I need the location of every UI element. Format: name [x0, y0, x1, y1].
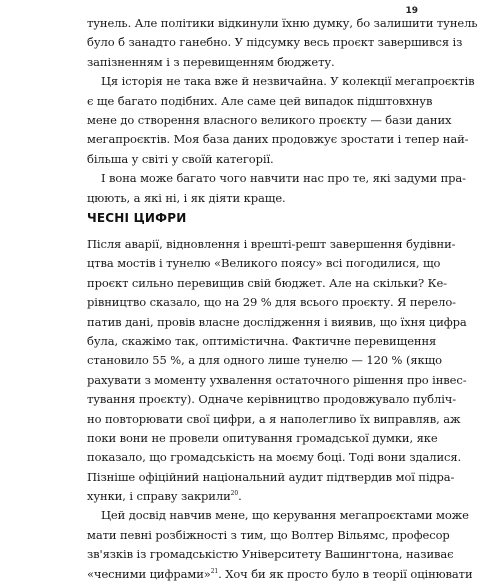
- text-line: тування проєкту). Одначе керівництво продовжувало публіч-: [87, 392, 457, 407]
- text-line: І вона може багато чого навчити нас про те, які задуми пра-: [101, 171, 466, 186]
- text-line: становило 55 %, а для одного лише тунелю — 120 % (якщо: [87, 353, 442, 368]
- text-line: рахувати з моменту ухвалення остаточного рішення про інвес-: [87, 372, 467, 387]
- paragraph-block-honest-numbers: [87, 235, 473, 584]
- text-line-content: . Хоч би як просто було в теорії оцінювати: [218, 566, 473, 581]
- text-line: Пізніше офіційний національний аудит підтвердив мої підра-: [87, 469, 455, 484]
- text-line-content: «чесними цифрами»: [87, 566, 211, 581]
- text-line: но повторювати свої цифри, а я наполегливо їх виправляв, аж: [87, 411, 461, 426]
- text-line: більша у світі у своїй категорії.: [87, 151, 274, 166]
- text-line: проєкт сильно перевищив свій бюджет. Але на скільки? Ке-: [87, 275, 447, 290]
- text-line-content: хунки, і справу закрили: [87, 489, 231, 504]
- text-line: хунки, і справу закрили$^{20}$.: [87, 489, 242, 504]
- paragraph-block-intro: [87, 14, 478, 208]
- text-line: Цей досвід навчив мене, що керування мегапроєктами може: [101, 508, 469, 523]
- text-line: цюють, а які ні, і як діяти краще.: [87, 190, 286, 205]
- text-line: є ще багато подібних. Але саме цей випадок підштовхнув: [87, 93, 433, 108]
- footnote-marker: 21: [210, 567, 219, 575]
- text-line: патив дані, провів власне дослідження і виявив, що їхня цифра: [87, 314, 467, 329]
- text-line: була, скажімо так, оптимістична. Фактичне перевищення: [87, 333, 437, 348]
- text-line: рівництво сказало, що на 29 % для всього проєкту. Я перело-: [87, 295, 456, 310]
- text-line: показало, що громадськість на моєму боці. Тоді вони здалися.: [87, 450, 462, 465]
- text-line: [87, 565, 473, 584]
- footnote-marker: 20: [230, 490, 239, 498]
- text-line: Ця історія не така вже й незвичайна. У колекції мегапроєктів: [101, 74, 475, 89]
- text-line: Після аварії, відновлення і врешті-решт завершення будівни-: [87, 237, 456, 251]
- text-line: поки вони не провели опитування громадської думки, яке: [87, 430, 438, 445]
- text-line: запізненням і з перевищенням бюджету.: [87, 54, 335, 69]
- page-number: 19: [405, 6, 418, 16]
- text-line: цтва мостів і тунелю «Великого поясу» всі погодилися, що: [87, 256, 441, 271]
- text-line: мене до створення власного великого проєкту — бази даних: [87, 112, 452, 127]
- text-line: мегапроєктів. Моя база даних продовжує зростати і тепер най-: [87, 132, 469, 147]
- section-heading: ЧЕСНІ ЦИФРИ: [87, 211, 187, 225]
- text-line: тунель. Але політики відкинули їхню думку, бо залишити тунель: [87, 16, 478, 30]
- text-line: зв'язків із громадськістю Університету Вашингтона, називає: [87, 547, 454, 562]
- text-line: мати певні розбіжності з тим, що Волтер Вільямс, професор: [87, 527, 450, 542]
- text-line: було б занадто ганебно. У підсумку весь проєкт завершився із: [87, 35, 463, 50]
